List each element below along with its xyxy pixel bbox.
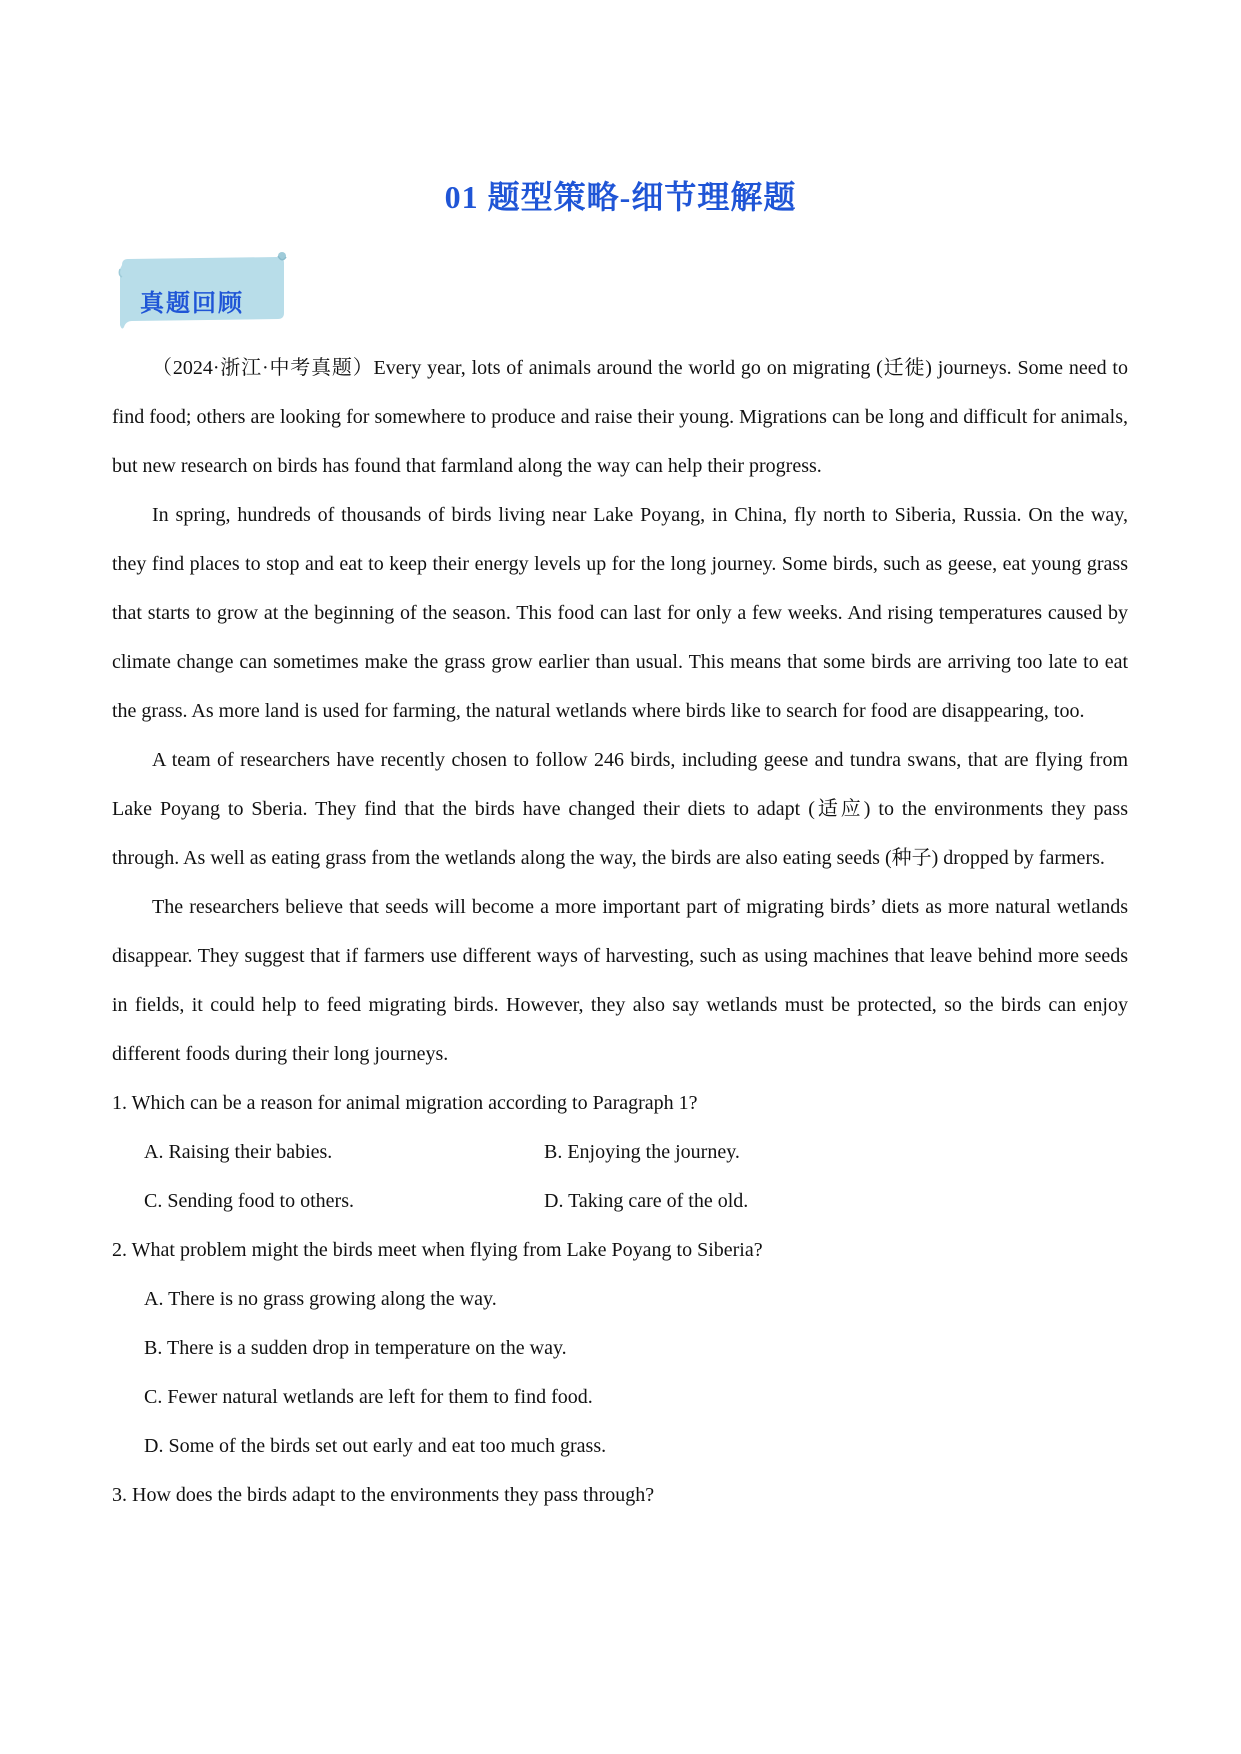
question-3-stem: 3. How does the birds adapt to the environments they pass through? [112,1484,655,1506]
question-2-stem: 2. What problem might the birds meet when flying from Lake Poyang to Siberia? [112,1239,763,1261]
question-2-option-a: A. There is no grass growing along the way. [144,1288,497,1310]
passage-paragraph-2: In spring, hundreds of thousands of birds living near Lake Poyang, in China, fly north to Siberia, Russia. On the way, they find places to stop and eat to keep their energy levels up for the long journey. Some birds, such as geese, eat young grass that starts to grow at the beginning of the season. This food can last for only a few weeks. And rising temperatures caused by climate change can sometimes make the grass grow earlier than usual. This means that some birds are arriving too late to eat the grass. As more land is used for farming, the natural wetlands where birds like to search for food are disappearing, too. [112,504,1128,722]
question-1-option-d: D. Taking care of the old. [544,1190,749,1212]
page-title: 01 题型策略-细节理解题 [444,179,797,215]
passage-paragraph-1: （2024·浙江·中考真题）Every year, lots of animals around the world go on migrating (迁徙) journeys. Some need to find food; others are looking for somewhere to produce and raise their young. Migrations can be long and difficult for animals, but new research on birds has found that farmland along the way can help their progress. [112,357,1128,477]
passage-paragraph-4: The researchers believe that seeds will become a more important part of migrating birds’ diets as more natural wetlands disappear. They suggest that if farmers use different ways of harvesting, such as using machines that leave behind more seeds in fields, it could help to feed migrating birds. However, they also say wetlands must be protected, so the birds can enjoy different foods during their long journeys. [112,896,1128,1065]
question-2-option-b: B. There is a sudden drop in temperature on the way. [144,1337,567,1359]
question-1-option-c: C. Sending food to others. [144,1190,354,1212]
section-tag-label: 真题回顾 [140,291,244,317]
question-1-stem: 1. Which can be a reason for animal migration according to Paragraph 1? [112,1092,698,1114]
content [112,344,1128,1520]
question-1-option-a: A. Raising their babies. [144,1141,333,1163]
question-2-option-d: D. Some of the birds set out early and eat too much grass. [144,1435,607,1457]
passage-paragraph-3: A team of researchers have recently chosen to follow 246 birds, including geese and tundra swans, that are flying from Lake Poyang to Sberia. They find that the birds have changed their diets to adapt (适应) to the environments they pass through. As well as eating grass from the wetlands along the way, the birds are also eating seeds (种子) dropped by farmers. [112,749,1128,869]
section-tag [118,251,288,333]
question-1-options [112,1128,1128,1226]
question-1-option-b: B. Enjoying the journey. [544,1141,740,1163]
question-2-option-c: C. Fewer natural wetlands are left for them to find food. [144,1386,593,1408]
